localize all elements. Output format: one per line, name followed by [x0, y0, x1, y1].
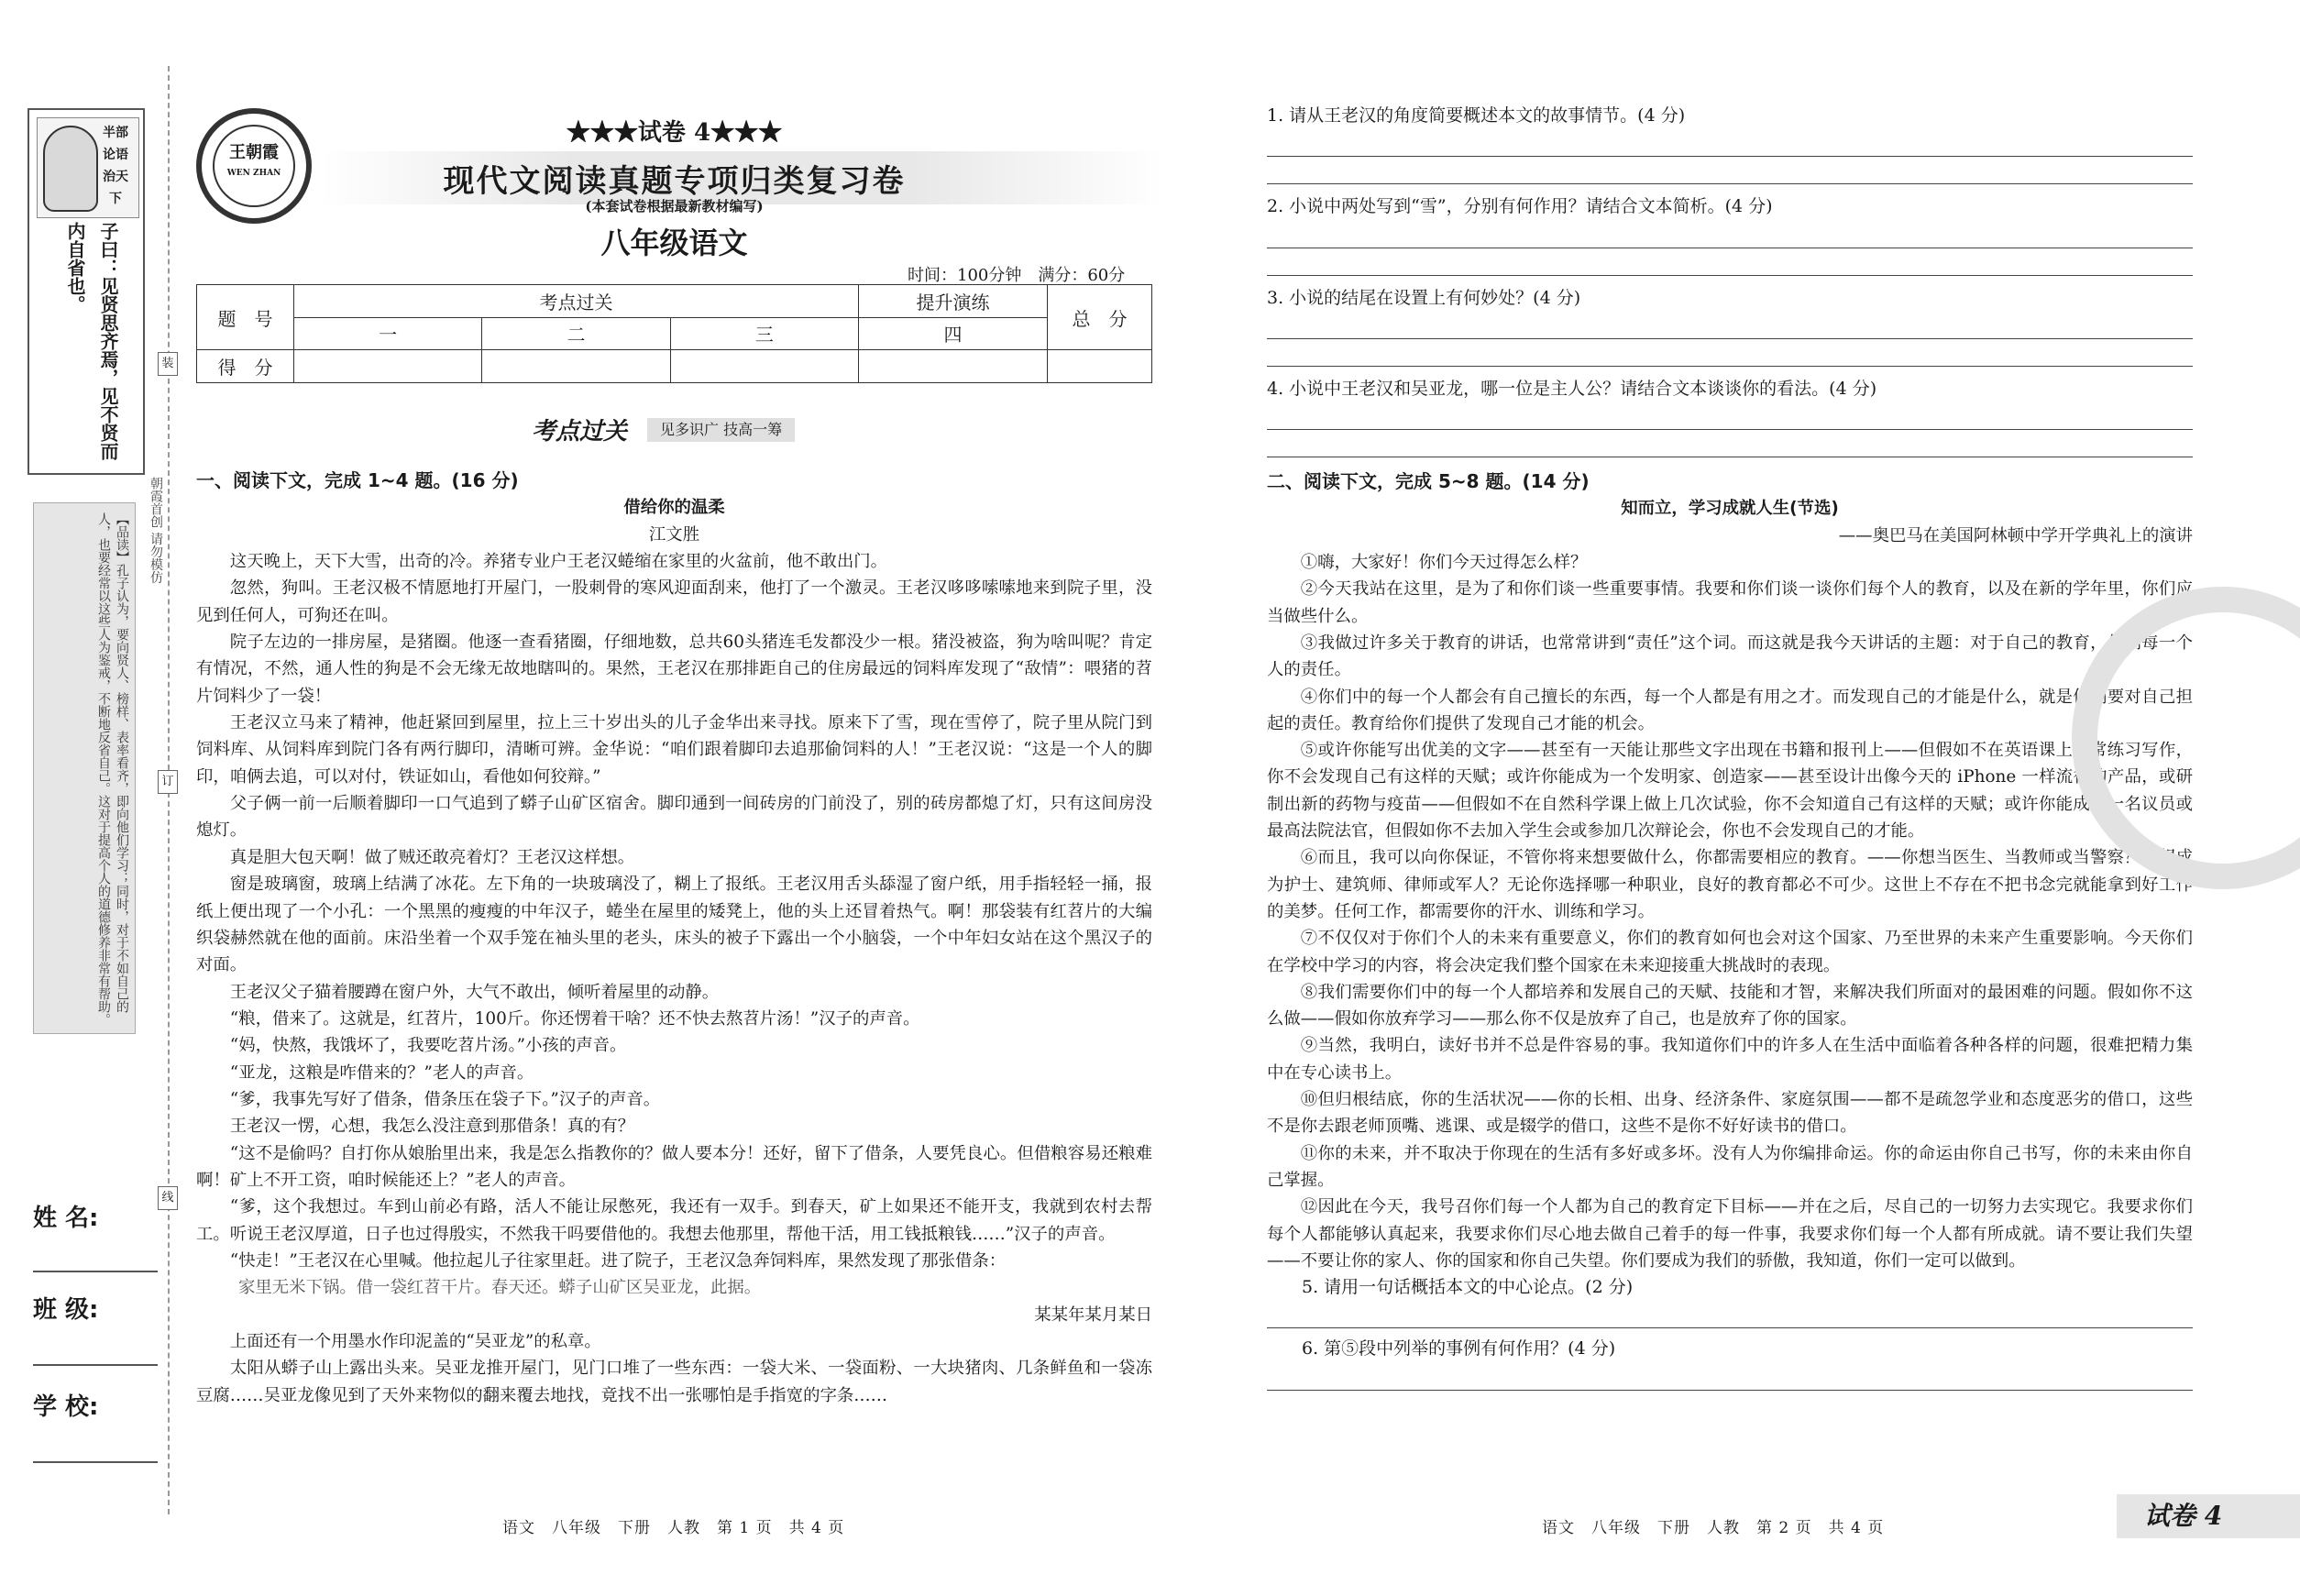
passage2-paragraph: ⑨当然，我明白，读好书并不总是件容易的事。我知道你们中的许多人在生活中面临着各种各样的问题，很难把精力集中在专心读书上。 — [1267, 1036, 2193, 1083]
passage2-paragraph: ⑫因此在今天，我号召你们每一个人都为自己的教育定下目标——并在之后，尽自己的一切努力去实现它。我要求你们每个人都能够认真起来，我要求你们尽心地去做自己着手的每一件事，我要求你们每一个人都有所成就。请不要让我们失望——不要让你的家人、你的国家和你自己失望。你们要成为我们的骄傲，我知道，你们一定可以做到。 — [1267, 1197, 2193, 1271]
answer-line[interactable] — [1267, 402, 2193, 430]
passage2-title: 知而立，学习成就人生(节选) — [1621, 499, 1839, 519]
part1-passage — [196, 468, 1152, 1409]
answer-line[interactable] — [1267, 221, 2193, 248]
question-2: 2. 小说中两处写到“雪”，分别有何作用？请结合文本简析。(4 分) — [1267, 196, 1773, 217]
score-cell-2[interactable] — [482, 350, 670, 383]
borrow-note: 家里无米下锅。借一袋红苕干片。春天还。蟒子山矿区吴亚龙，此据。 — [238, 1278, 762, 1298]
passage2-paragraph: ④你们中的每一个人都会有自己擅长的东西，每一个人都是有用之才。而发现自己的才能是什么，就是你们要对自己担起的责任。教育给你们提供了发现自己才能的机会。 — [1267, 687, 2193, 733]
score-col-1: 一 — [294, 317, 482, 350]
passage2-paragraph: ⑧我们需要你们中的每一个人都培养和发展自己的天赋、技能和才智，来解决我们所面对的最困难的问题。假如你不这么做——假如你放弃学习——那么你不仅是放弃了自己，也是放弃了你的国家。 — [1267, 982, 2193, 1029]
paper-number: ★★★试卷 4★★★ — [566, 119, 783, 147]
passage1-paragraph: “妈，快熬，我饿坏了，我要吃苕片汤。”小孩的声音。 — [229, 1036, 627, 1056]
score-col-3: 三 — [670, 317, 858, 350]
score-table-group1: 考点过关 — [294, 285, 859, 318]
motto-badge — [37, 117, 139, 218]
passage2-paragraph: ⑦不仅仅对于你们个人的未来有重要意义，你们的教育如何也会对这个国家、乃至世界的未来产生重要影响。今天你们在学校中学习的内容，将会决定我们整个国家在未来迎接重大挑战时的表现。 — [1267, 929, 2193, 975]
question-3: 3. 小说的结尾在设置上有何妙处？(4 分) — [1267, 287, 1581, 308]
score-table — [196, 284, 1152, 383]
side-note: 朝霞首创 请勿模仿 — [149, 477, 163, 584]
logo-sub: WEN ZHAN — [226, 169, 281, 178]
right-column — [1267, 103, 2193, 1391]
passage1-paragraph: 上面还有一个用墨水作印泥盖的“吴亚龙”的私章。 — [229, 1332, 601, 1351]
name-field-line[interactable] — [33, 1271, 158, 1272]
passage1-paragraph: 王老汉父子猫着腰蹲在窗户外，大气不敢出，倾听着屋里的动静。 — [229, 982, 720, 1002]
confucius-figure-icon — [43, 126, 98, 212]
passage2-paragraph: ⑤或许你能写出优美的文字——甚至有一天能让那些文字出现在书籍和报刊上——但假如不在英语课上经常练习写作，你不会发现自己有这样的天赋；或许你能成为一个发明家、创造家——甚至设计出像今天的 iPhone 一样流行的产品，或研制出新的药物与疫苗——但假如不在自然科学课上做上几次试验，你不会知道自己有这样的天赋；或许你能成为一名议员或最高法院法官，但假如你不去加入学生会或参加几次辩论会，你也不会发现自己的才能。 — [1267, 741, 2193, 842]
question-5: 5. 请用一句话概括本文的中心论点。(2 分) — [1302, 1277, 1634, 1298]
score-col-4: 四 — [859, 317, 1048, 350]
paper-grade: 八年级语文 — [600, 226, 748, 260]
cut-mark-2: 订 — [158, 770, 178, 794]
section-banner — [532, 413, 843, 446]
footer-right: 语文 八年级 下册 人教 第 2 页 共 4 页 — [1542, 1519, 1885, 1537]
score-cell-3[interactable] — [670, 350, 858, 383]
passage1-paragraph: 院子左边的一排房屋，是猪圈。他逐一查看猪圈，仔细地数，总共60头猪连毛发都没少一根。猪没被盗，狗为啥叫呢？肯定有情况，不然，通人性的狗是不会无缘无故地瞎叫的。果然，王老汉在那排距自己的住房最远的饲料库发现了“敌情”：喂猪的苕片饲料少了一袋！ — [196, 633, 1152, 706]
passage2-paragraph: ①嗨，大家好！你们今天过得怎么样？ — [1300, 553, 1588, 573]
passage2-paragraph: ③我做过许多关于教育的讲话，也常常讲到“责任”这个词。而这就是我今天讲话的主题：对于自己的教育，你们每一个人的责任。 — [1267, 633, 2193, 680]
cut-mark-3: 线 — [158, 1186, 178, 1210]
passage1-paragraph: 窗是玻璃窗，玻璃上结满了冰花。左下角的一块玻璃没了，糊上了报纸。王老汉用舌头舔湿了窗户纸，用手指轻轻一捅，报纸上便出现了一个小孔：一个黑黑的瘦瘦的中年汉子，蜷坐在屋里的矮凳上，他的头上还冒着热气。啊！那袋装有红苕片的大编织袋赫然就在他的面前。床沿坐着一个双手笼在袖头里的老头，床头的被子下露出一个小脑袋，一个中年妇女站在这个黑汉子的对面。 — [196, 875, 1152, 975]
passage2-paragraph: ②今天我站在这里，是为了和你们谈一些重要事情。我要和你们谈一谈你们每个人的教育，以及在新的学年里，你们应当做些什么。 — [1267, 579, 2193, 626]
score-cell-4[interactable] — [859, 350, 1048, 383]
passage1-paragraph: “爹，我事先写好了借条，借条压在袋子下。”汉子的声音。 — [229, 1089, 661, 1109]
section-banner-main: 考点过关 — [532, 418, 628, 446]
school-field-label: 学 校: — [33, 1393, 99, 1421]
school-field-line[interactable] — [33, 1461, 158, 1463]
motto-box — [28, 108, 145, 475]
answer-line[interactable] — [1267, 157, 2193, 184]
score-cell-1[interactable] — [294, 350, 482, 383]
question-1: 1. 请从王老汉的角度简要概述本文的故事情节。(4 分) — [1267, 105, 1686, 126]
answer-line[interactable] — [1267, 248, 2193, 276]
name-field-label: 姓 名: — [33, 1205, 99, 1232]
cut-mark-1: 装 — [158, 352, 178, 376]
answer-line[interactable] — [1267, 129, 2193, 157]
binding-strip — [28, 108, 156, 1465]
paper-title: 现代文阅读真题专项归类复习卷 — [443, 163, 906, 200]
score-table-group2: 提升演练 — [859, 285, 1048, 318]
passage2-paragraph: ⑩但归根结底，你的生活状况——你的长相、出身、经济条件、家庭氛围——都不是疏忽学业和态度恶劣的借口，这些不是你去跟老师顶嘴、逃课、或是辍学的借口，这些不是你不好好读书的借口。 — [1267, 1090, 2193, 1137]
score-cell-total[interactable] — [1048, 350, 1152, 383]
passage1-paragraph: 王老汉立马来了精神，他赶紧回到屋里，拉上三十岁出头的儿子金华出来寻找。原来下了雪，现在雪停了，院子里从院门到饲料库、从饲料库到院门各有两行脚印，清晰可辨。金华说：“咱们跟着脚印去追那偷饲料的人！”王老汉说：“这是一个人的脚印，咱俩去追，可以对付，铁证如山，看他如何狡辩。” — [196, 713, 1152, 787]
answer-line[interactable] — [1267, 339, 2193, 367]
passage1-paragraph: “快走！”王老汉在心里喊。他拉起儿子往家里赶。进了院子，王老汉急奔饲料库，果然发现了那张借条： — [229, 1250, 1007, 1271]
passage1-paragraph: “亚龙，这粮是咋借来的？”老人的声音。 — [229, 1062, 534, 1083]
badge-label: 半部论语治天下 — [103, 126, 128, 206]
passage1-paragraph: 忽然，狗叫。王老汉极不情愿地打开屋门，一股刺骨的寒风迎面刮来，他打了一个激灵。王老汉哆哆嗦嗦地来到院子里，没见到任何人，可狗还在叫。 — [196, 578, 1152, 625]
question-6: 6. 第⑤段中列举的事例有何作用？(4 分) — [1302, 1338, 1616, 1359]
answer-line[interactable] — [1267, 312, 2193, 339]
passage1-author: 江文胜 — [648, 524, 700, 545]
paper-subtitle: (本套试卷根据最新教材编写) — [585, 198, 764, 215]
score-table-row-label: 题 号 — [197, 285, 294, 350]
borrow-note-date: 某某年某月某日 — [1034, 1304, 1152, 1325]
answer-line[interactable] — [1267, 1301, 2193, 1328]
passage1-paragraph: 这天晚上，天下大雪，出奇的冷。养猪专业户王老汉蜷缩在家里的火盆前，他不敢出门。 — [229, 552, 888, 572]
paper-tab: 试卷 4 — [2117, 1494, 2300, 1538]
pindu-box — [33, 502, 136, 1034]
passage1-paragraph: “这不是偷吗？自打你从娘胎里出来，我是怎么指教你的？做人要本分！还好，留下了借条，人要凭良心。但借粮容易还粮难啊！矿上不开工资，咱时候能还上？”老人的声音。 — [196, 1143, 1152, 1190]
passage2-source: ——奥巴马在美国阿林顿中学开学典礼上的演讲 — [1838, 525, 2193, 545]
passage1-paragraph: 真是胆大包天啊！做了贼还敢亮着灯？王老汉这样想。 — [229, 847, 635, 867]
answer-line[interactable] — [1267, 430, 2193, 457]
passage1-paragraph: 太阳从蟒子山上露出头来。吴亚龙推开屋门，见门口堆了一些东西：一袋大米、一袋面粉、一大块猪肉、几条鲜鱼和一袋冻豆腐……吴亚龙像见到了天外来物似的翻来覆去地找，竟找不出一张哪怕是手指宽的字条…… — [196, 1359, 1152, 1405]
score-table-score-label: 得 分 — [197, 350, 294, 383]
passage1-paragraph: 父子俩一前一后顺着脚印一口气追到了蟒子山矿区宿舍。脚印通到一间砖房的门前没了，别的砖房都熄了灯，只有这间房没熄灯。 — [196, 794, 1152, 841]
passage2-paragraph: ⑥而且，我可以向你保证，不管你将来想要做什么，你都需要相应的教育。——你想当医生、当教师或当警察？你想成为护士、建筑师、律师或军人？无论你选择哪一种职业，良好的教育都必不可少。这世上不存在不把书念完就能拿到好工作的美梦。任何工作，都需要你的汗水、训练和学习。 — [1267, 848, 2193, 921]
part2-heading: 二、阅读下文，完成 5~8 题。(14 分) — [1267, 470, 1590, 493]
score-col-2: 二 — [482, 317, 670, 350]
passage2-paragraph: ⑪你的未来，并不取决于你现在的生活有多好或多坏。没有人为你编排命运。你的命运由你自己书写，你的未来由你自己掌握。 — [1267, 1143, 2193, 1190]
passage1-paragraph: 王老汉一愣，心想，我怎么没注意到那借条！真的有？ — [229, 1117, 635, 1137]
score-table-total: 总 分 — [1048, 285, 1152, 350]
time-info: 时间：100分钟 满分：60分 — [908, 266, 1126, 285]
answer-line[interactable] — [1267, 1363, 2193, 1391]
section-banner-sub: 见多识广 技高一筹 — [647, 418, 795, 442]
part1-heading: 一、阅读下文，完成 1~4 题。(16 分) — [196, 469, 519, 491]
class-field-line[interactable] — [33, 1364, 158, 1366]
question-4: 4. 小说中王老汉和吴亚龙，哪一位是主人公？请结合文本谈谈你的看法。(4 分) — [1267, 378, 1877, 399]
passage1-paragraph: “爹，这个我想过。车到山前必有路，活人不能让尿憋死，我还有一双手。到春天，矿上如果还不能开支，我就到农村去帮工。听说王老汉厚道，日子也过得殷实，不然我干吗要借他的。我想去他那里，帮他干活，用工钱抵粮钱……”汉子的声音。 — [196, 1197, 1152, 1244]
class-field-label: 班 级: — [33, 1296, 99, 1324]
footer-left: 语文 八年级 下册 人教 第 1 页 共 4 页 — [502, 1519, 845, 1537]
motto-quote: 子曰：见贤思齐焉，见不贤而内自省也。 — [64, 222, 119, 460]
logo-text: 王朝霞 — [229, 143, 279, 162]
passage1-paragraph: “粮，借来了。这就是，红苕片，100斤。你还愣着干啥？还不快去熬苕片汤！”汉子的声音。 — [229, 1008, 920, 1029]
pindu-text: 【品读】孔子认为，要向贤人、榜样、表率看齐，即向他们学习；同时，对于不如自己的人，也要经常以这些人为鉴戒，不断地反省自己。这对于提高个人的道德修养非常有帮助。 — [96, 512, 129, 1026]
passage1-title: 借给你的温柔 — [623, 498, 725, 518]
